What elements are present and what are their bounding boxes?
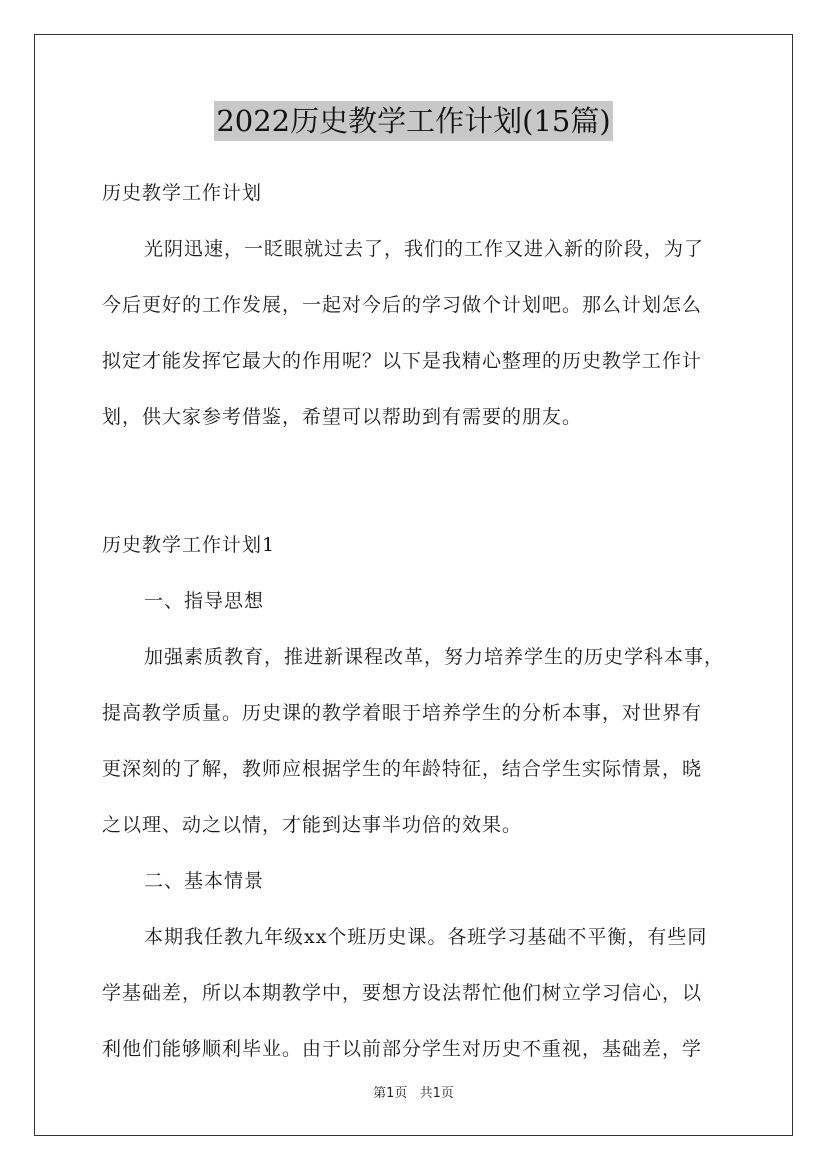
page-footer [0,1082,827,1101]
part2-line-2: 学基础差，所以本期教学中，要想方设法帮忙他们树立学习信心，以 [102,982,703,1004]
page-number: 第1页 [373,1086,408,1101]
intro-line-2: 今后更好的工作发展，一起对今后的学习做个计划吧。那么计划怎么 [102,294,703,316]
part2-line-1: 本期我任教九年级xx个班历史课。各班学习基础不平衡，有些同 [144,926,708,948]
page-total: 共1页 [419,1086,454,1101]
document-title-text: 2022历史教学工作计划(15篇) [214,101,612,141]
part1-line-4: 之以理、动之以情，才能到达事半功倍的效果。 [102,814,523,836]
part2-line-3: 利他们能够顺利毕业。由于以前部分学生对历史不重视，基础差，学 [102,1038,703,1060]
intro-line-3: 拟定才能发挥它最大的作用呢？以下是我精心整理的历史教学工作计 [102,350,703,372]
document-body [102,174,728,1068]
part1-line-1: 加强素质教育，推进新课程改革，努力培养学生的历史学科本事， [144,646,725,668]
intro-line-4: 划，供大家参考借鉴，希望可以帮助到有需要的朋友。 [102,406,583,428]
section-heading: 历史教学工作计划1 [102,534,276,556]
intro-line-1: 光阴迅速，一眨眼就过去了，我们的工作又进入新的阶段，为了 [144,238,705,260]
part2-heading: 二、基本情景 [144,870,265,892]
part1-line-3: 更深刻的了解，教师应根据学生的年龄特征，结合学生实际情景，晓 [102,758,703,780]
intro-heading: 历史教学工作计划 [102,182,263,204]
document-title [0,101,827,141]
part1-heading: 一、指导思想 [144,590,265,612]
part1-line-2: 提高教学质量。历史课的教学着眼于培养学生的分析本事，对世界有 [102,702,703,724]
